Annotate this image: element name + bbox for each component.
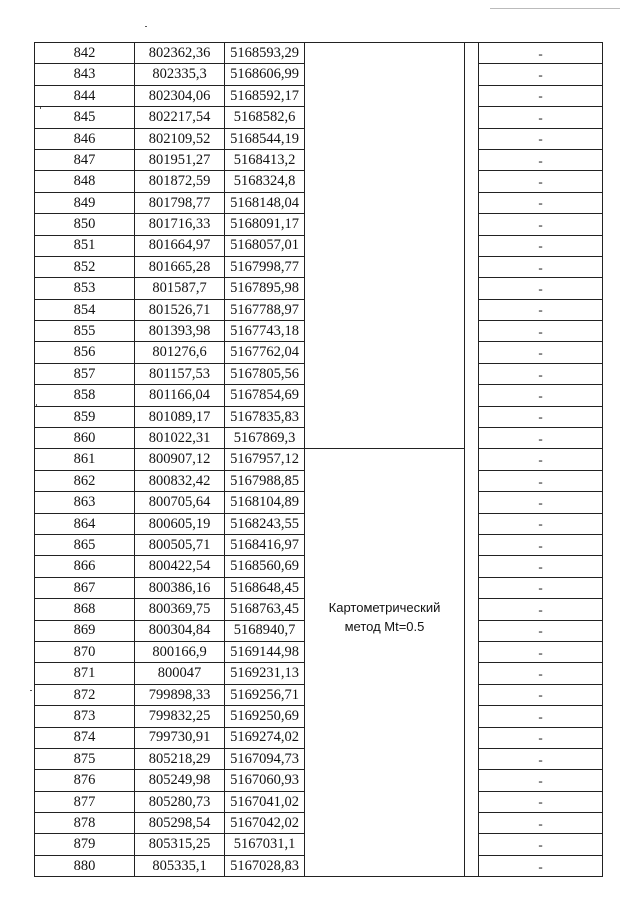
scan-speck	[36, 404, 37, 406]
point-number-cell: 878	[35, 813, 135, 834]
error-cell: -	[479, 770, 603, 791]
point-number-cell: 879	[35, 834, 135, 855]
error-cell: -	[479, 128, 603, 149]
x-coordinate-cell: 801166,04	[135, 385, 225, 406]
y-coordinate-cell: 5168593,29	[225, 43, 305, 64]
error-cell: -	[479, 791, 603, 812]
y-coordinate-cell: 5169274,02	[225, 727, 305, 748]
x-coordinate-cell: 805280,73	[135, 791, 225, 812]
x-coordinate-cell: 800047	[135, 663, 225, 684]
y-coordinate-cell: 5168648,45	[225, 577, 305, 598]
y-coordinate-cell: 5169256,71	[225, 684, 305, 705]
y-coordinate-cell: 5167805,56	[225, 363, 305, 384]
y-coordinate-cell: 5168940,7	[225, 620, 305, 641]
error-cell: -	[479, 599, 603, 620]
x-coordinate-cell: 800386,16	[135, 577, 225, 598]
x-coordinate-cell: 801157,53	[135, 363, 225, 384]
error-cell: -	[479, 556, 603, 577]
error-cell: -	[479, 107, 603, 128]
y-coordinate-cell: 5168057,01	[225, 235, 305, 256]
error-cell: -	[479, 363, 603, 384]
point-number-cell: 846	[35, 128, 135, 149]
point-number-cell: 849	[35, 192, 135, 213]
point-number-cell: 875	[35, 748, 135, 769]
error-cell: -	[479, 748, 603, 769]
x-coordinate-cell: 799832,25	[135, 706, 225, 727]
error-cell: -	[479, 171, 603, 192]
x-coordinate-cell: 801393,98	[135, 321, 225, 342]
error-cell: -	[479, 299, 603, 320]
point-number-cell: 870	[35, 641, 135, 662]
x-coordinate-cell: 799898,33	[135, 684, 225, 705]
point-number-cell: 862	[35, 470, 135, 491]
error-cell: -	[479, 385, 603, 406]
error-cell: -	[479, 428, 603, 449]
error-cell: -	[479, 149, 603, 170]
point-number-cell: 859	[35, 406, 135, 427]
y-coordinate-cell: 5167957,12	[225, 449, 305, 470]
point-number-cell: 861	[35, 449, 135, 470]
error-cell: -	[479, 278, 603, 299]
x-coordinate-cell: 800907,12	[135, 449, 225, 470]
x-coordinate-cell: 805218,29	[135, 748, 225, 769]
y-coordinate-cell: 5169250,69	[225, 706, 305, 727]
method-cell	[305, 449, 465, 877]
x-coordinate-cell: 800369,75	[135, 599, 225, 620]
error-cell: -	[479, 492, 603, 513]
y-coordinate-cell: 5167835,83	[225, 406, 305, 427]
error-cell: -	[479, 406, 603, 427]
y-coordinate-cell: 5167094,73	[225, 748, 305, 769]
point-number-cell: 844	[35, 85, 135, 106]
point-number-cell: 860	[35, 428, 135, 449]
point-number-cell: 877	[35, 791, 135, 812]
error-cell: -	[479, 321, 603, 342]
y-coordinate-cell: 5168243,55	[225, 513, 305, 534]
x-coordinate-cell: 801798,77	[135, 192, 225, 213]
y-coordinate-cell: 5167869,3	[225, 428, 305, 449]
blank-column-cell	[465, 43, 479, 877]
x-coordinate-cell: 801526,71	[135, 299, 225, 320]
x-coordinate-cell: 800705,64	[135, 492, 225, 513]
error-cell: -	[479, 641, 603, 662]
error-cell: -	[479, 214, 603, 235]
error-cell: -	[479, 813, 603, 834]
y-coordinate-cell: 5167042,02	[225, 813, 305, 834]
point-number-cell: 874	[35, 727, 135, 748]
y-coordinate-cell: 5167998,77	[225, 256, 305, 277]
coordinates-table-body	[35, 43, 603, 877]
point-number-cell: 847	[35, 149, 135, 170]
y-coordinate-cell: 5167788,97	[225, 299, 305, 320]
point-number-cell: 843	[35, 64, 135, 85]
y-coordinate-cell: 5168324,8	[225, 171, 305, 192]
x-coordinate-cell: 801587,7	[135, 278, 225, 299]
y-coordinate-cell: 5168104,89	[225, 492, 305, 513]
point-number-cell: 866	[35, 556, 135, 577]
point-number-cell: 858	[35, 385, 135, 406]
point-number-cell: 851	[35, 235, 135, 256]
error-cell: -	[479, 342, 603, 363]
y-coordinate-cell: 5168560,69	[225, 556, 305, 577]
y-coordinate-cell: 5167743,18	[225, 321, 305, 342]
error-cell: -	[479, 513, 603, 534]
point-number-cell: 854	[35, 299, 135, 320]
point-number-cell: 871	[35, 663, 135, 684]
scan-speck	[490, 8, 620, 9]
scan-speck	[145, 26, 147, 27]
point-number-cell: 855	[35, 321, 135, 342]
x-coordinate-cell: 800166,9	[135, 641, 225, 662]
point-number-cell: 868	[35, 599, 135, 620]
point-number-cell: 876	[35, 770, 135, 791]
y-coordinate-cell: 5167041,02	[225, 791, 305, 812]
method-text: Картометрический метод Mt=0.5	[328, 600, 441, 635]
point-number-cell: 850	[35, 214, 135, 235]
x-coordinate-cell: 800304,84	[135, 620, 225, 641]
scan-speck	[30, 690, 32, 691]
x-coordinate-cell: 802335,3	[135, 64, 225, 85]
error-cell: -	[479, 534, 603, 555]
x-coordinate-cell: 802217,54	[135, 107, 225, 128]
y-coordinate-cell: 5168148,04	[225, 192, 305, 213]
y-coordinate-cell: 5168606,99	[225, 64, 305, 85]
x-coordinate-cell: 802304,06	[135, 85, 225, 106]
point-number-cell: 842	[35, 43, 135, 64]
x-coordinate-cell: 801665,28	[135, 256, 225, 277]
table-row	[35, 449, 603, 470]
x-coordinate-cell: 799730,91	[135, 727, 225, 748]
error-cell: -	[479, 834, 603, 855]
x-coordinate-cell: 805335,1	[135, 855, 225, 876]
error-cell: -	[479, 577, 603, 598]
x-coordinate-cell: 801951,27	[135, 149, 225, 170]
y-coordinate-cell: 5167895,98	[225, 278, 305, 299]
method-cell-upper	[305, 43, 465, 449]
point-number-cell: 869	[35, 620, 135, 641]
y-coordinate-cell: 5168592,17	[225, 85, 305, 106]
y-coordinate-cell: 5168413,2	[225, 149, 305, 170]
point-number-cell: 853	[35, 278, 135, 299]
x-coordinate-cell: 800832,42	[135, 470, 225, 491]
point-number-cell: 863	[35, 492, 135, 513]
x-coordinate-cell: 801022,31	[135, 428, 225, 449]
point-number-cell: 857	[35, 363, 135, 384]
point-number-cell: 864	[35, 513, 135, 534]
y-coordinate-cell: 5168544,19	[225, 128, 305, 149]
x-coordinate-cell: 800505,71	[135, 534, 225, 555]
x-coordinate-cell: 805298,54	[135, 813, 225, 834]
y-coordinate-cell: 5168091,17	[225, 214, 305, 235]
error-cell: -	[479, 727, 603, 748]
point-number-cell: 856	[35, 342, 135, 363]
point-number-cell: 867	[35, 577, 135, 598]
x-coordinate-cell: 801872,59	[135, 171, 225, 192]
x-coordinate-cell: 801716,33	[135, 214, 225, 235]
y-coordinate-cell: 5167028,83	[225, 855, 305, 876]
x-coordinate-cell: 800422,54	[135, 556, 225, 577]
error-cell: -	[479, 855, 603, 876]
y-coordinate-cell: 5169144,98	[225, 641, 305, 662]
y-coordinate-cell: 5168763,45	[225, 599, 305, 620]
x-coordinate-cell: 802362,36	[135, 43, 225, 64]
error-cell: -	[479, 684, 603, 705]
y-coordinate-cell: 5169231,13	[225, 663, 305, 684]
table-row	[35, 43, 603, 64]
x-coordinate-cell: 801276,6	[135, 342, 225, 363]
y-coordinate-cell: 5167988,85	[225, 470, 305, 491]
coordinates-table	[34, 42, 603, 877]
error-cell: -	[479, 449, 603, 470]
y-coordinate-cell: 5167762,04	[225, 342, 305, 363]
point-number-cell: 852	[35, 256, 135, 277]
x-coordinate-cell: 805315,25	[135, 834, 225, 855]
error-cell: -	[479, 470, 603, 491]
point-number-cell: 872	[35, 684, 135, 705]
y-coordinate-cell: 5167031,1	[225, 834, 305, 855]
point-number-cell: 880	[35, 855, 135, 876]
error-cell: -	[479, 85, 603, 106]
point-number-cell: 873	[35, 706, 135, 727]
scan-speck	[40, 107, 41, 109]
x-coordinate-cell: 801664,97	[135, 235, 225, 256]
error-cell: -	[479, 663, 603, 684]
error-cell: -	[479, 256, 603, 277]
x-coordinate-cell: 805249,98	[135, 770, 225, 791]
error-cell: -	[479, 235, 603, 256]
error-cell: -	[479, 192, 603, 213]
error-cell: -	[479, 43, 603, 64]
x-coordinate-cell: 802109,52	[135, 128, 225, 149]
y-coordinate-cell: 5168416,97	[225, 534, 305, 555]
point-number-cell: 865	[35, 534, 135, 555]
point-number-cell: 845	[35, 107, 135, 128]
y-coordinate-cell: 5168582,6	[225, 107, 305, 128]
x-coordinate-cell: 800605,19	[135, 513, 225, 534]
point-number-cell: 848	[35, 171, 135, 192]
x-coordinate-cell: 801089,17	[135, 406, 225, 427]
y-coordinate-cell: 5167854,69	[225, 385, 305, 406]
error-cell: -	[479, 620, 603, 641]
y-coordinate-cell: 5167060,93	[225, 770, 305, 791]
error-cell: -	[479, 64, 603, 85]
error-cell: -	[479, 706, 603, 727]
